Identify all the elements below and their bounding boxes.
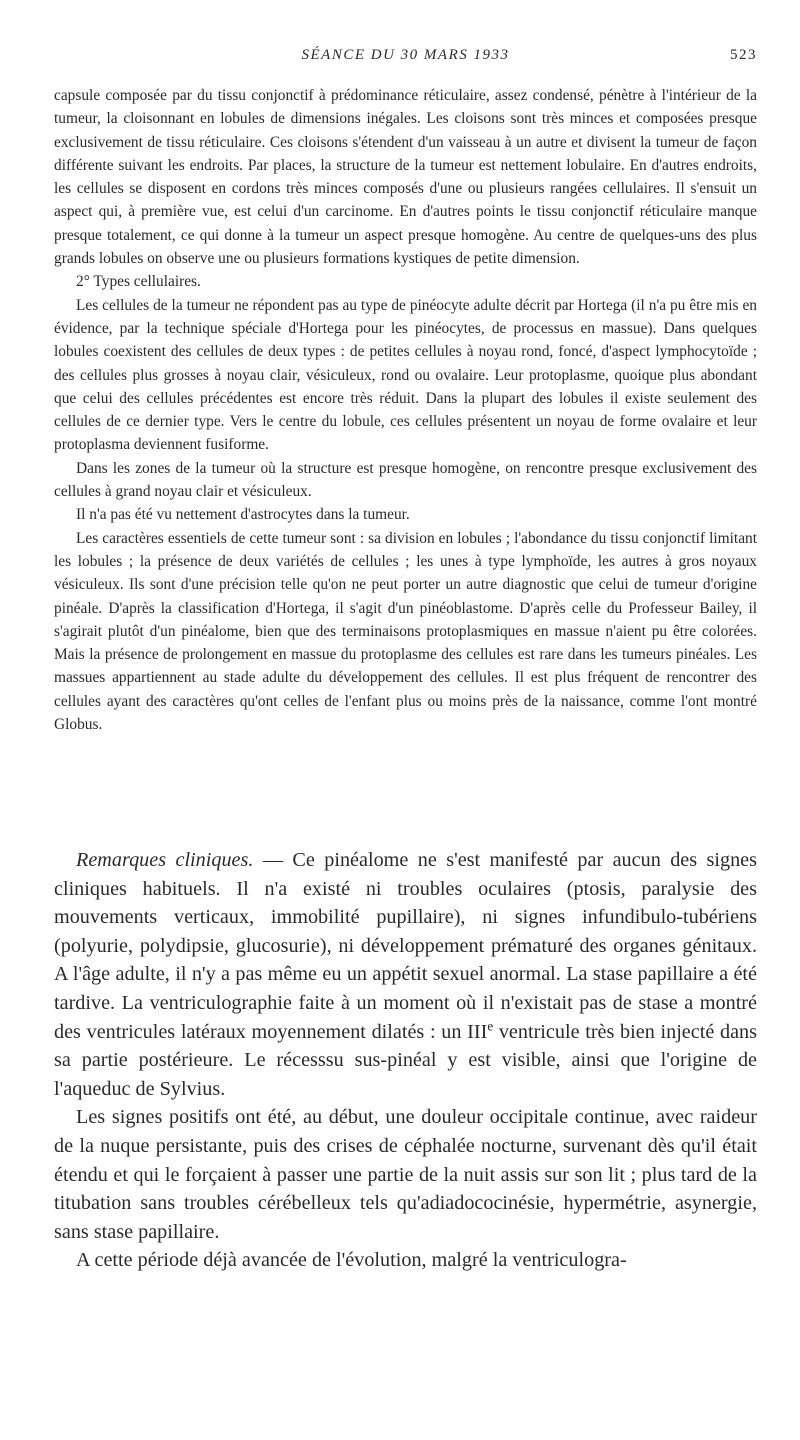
main-text-section — [54, 846, 757, 1275]
superscript: e — [487, 1017, 494, 1033]
paragraph: Les caractères essentiels de cette tumeur sont : sa division en lobules ; l'abondance du tissu conjonctif limitant les lobules ; la présence de deux variétés de cellules ; les unes à type lymphoïde, les autres à gros noyaux vésiculeux. Ils sont d'une précision telle qu'on ne peut porter un autre diagnostic que celui de tumeur d'origine pinéale. D'après la classification d'Hortega, il s'agit d'un pinéoblastome. D'après celle du Professeur Bailey, il s'agirait plutôt d'un pinéalome, bien que des terminaisons protoplasmiques en massue n'aient pu être colorées. Mais la présence de prolongement en massue du protoplasme des cellules est rare dans les tumeurs pinéales. Les massues appartiennent au stade adulte du développement des cellules. Il est plus fréquent de rencontrer des cellules ayant des caractères qu'ont celles de l'enfant plus ou moins près de la naissance, comme l'ont montré Globus. — [54, 529, 757, 734]
paragraph: Les cellules de la tumeur ne répondent pas au type de pinéocyte adulte décrit par Hortega (il n'a pu être mis en évidence, par la technique spéciale d'Hortega pour les pinéocytes, de processus en massue). Dans quelques lobules coexistent des cellules de deux types : de petites cellules à noyau rond, foncé, d'aspect lymphocytoïde ; des cellules plus grosses à noyau clair, vésiculeux, rond ou ovalaire. Leur protoplasme, quoique plus abondant que celui des cellules précédentes est encore très réduit. Dans la plupart des lobules il existe seulement des cellules de ce dernier type. Vers le centre du lobule, ces cellules présentent un noyau de forme ovalaire et leur protoplasma deviennent fusiforme. — [54, 296, 757, 454]
section-heading: Remarques cliniques. — [76, 849, 254, 871]
running-title: SÉANCE DU 30 MARS 1933 — [301, 47, 510, 63]
paragraph: A cette période déjà avancée de l'évolution, malgré la ventriculogra- — [76, 1249, 627, 1272]
page-number: 523 — [730, 47, 757, 63]
paragraph: capsule composée par du tissu conjonctif à prédominance réticulaire, assez condensé, pénètre à l'intérieur de la tumeur, la cloisonnant en lobules de dimensions inégales. Les cloisons sont très minces et composées presque exclusivement de tissu réticulaire. Ces cloisons s'étendent d'un vaisseau à un autre et divisent la tumeur de façon différente suivant les endroits. Par places, la structure de la tumeur est nettement lobulaire. En d'autres endroits, les cellules se disposent en cordons très minces composés d'une ou plusieurs rangées cellulaires. Il s'ensuit un aspect qui, à première vue, est celui d'un carcinome. En d'autres points le tissu conjonctif réticulaire manque presque totalement, ce qui donne à la tumeur un aspect presque homogène. Au centre de quelques-uns des plus grands lobules on observe une ou plusieurs formations kystiques de petite dimension. — [54, 87, 757, 268]
page-header — [54, 47, 757, 67]
paragraph-text: — Ce pinéalome ne s'est manifesté par aucun des signes cliniques habituels. Il n'a existé ni troubles oculaires (ptosis, paralysie des mouvements verticaux, immobilité pupillaire), ni signes infundibulo-tubériens (polyurie, polydipsie, glucosurie), ni développement prématuré des organes génitaux. A l'âge adulte, il n'y a pas même eu un appétit sexuel anormal. La stase papillaire a été tardive. La ventriculographie faite à un moment où il n'existait pas de stase a montré des ventricules latéraux moyennement dilatés : un III — [54, 849, 757, 1043]
paragraph: Dans les zones de la tumeur où la structure est presque homogène, on rencontre presque exclusivement des cellules à grand noyau clair et vésiculeux. — [54, 459, 757, 501]
paragraph: 2° Types cellulaires. — [76, 273, 201, 291]
paragraph: Les signes positifs ont été, au début, une douleur occipitale continue, avec raideur de la nuque persistante, puis des crises de céphalée nocturne, survenant dès qu'il était étendu et qui le forçaient à passer une partie de la nuit assis sur son lit ; plus tard de la titubation sans troubles cérébelleux tels qu'adiadococinésie, hypermétrie, asynergie, sans stase papillaire. — [54, 1106, 757, 1243]
small-print-section — [54, 84, 757, 736]
paragraph: Il n'a pas été vu nettement d'astrocytes dans la tumeur. — [76, 506, 410, 524]
remarques-paragraph — [54, 846, 757, 1103]
paragraph-text: ventricule très bien injecté dans sa partie postérieure. Le récesssu sus-pinéal y est visible, ainsi que l'origine de l'aqueduc de Sylvius. — [54, 1020, 757, 1100]
